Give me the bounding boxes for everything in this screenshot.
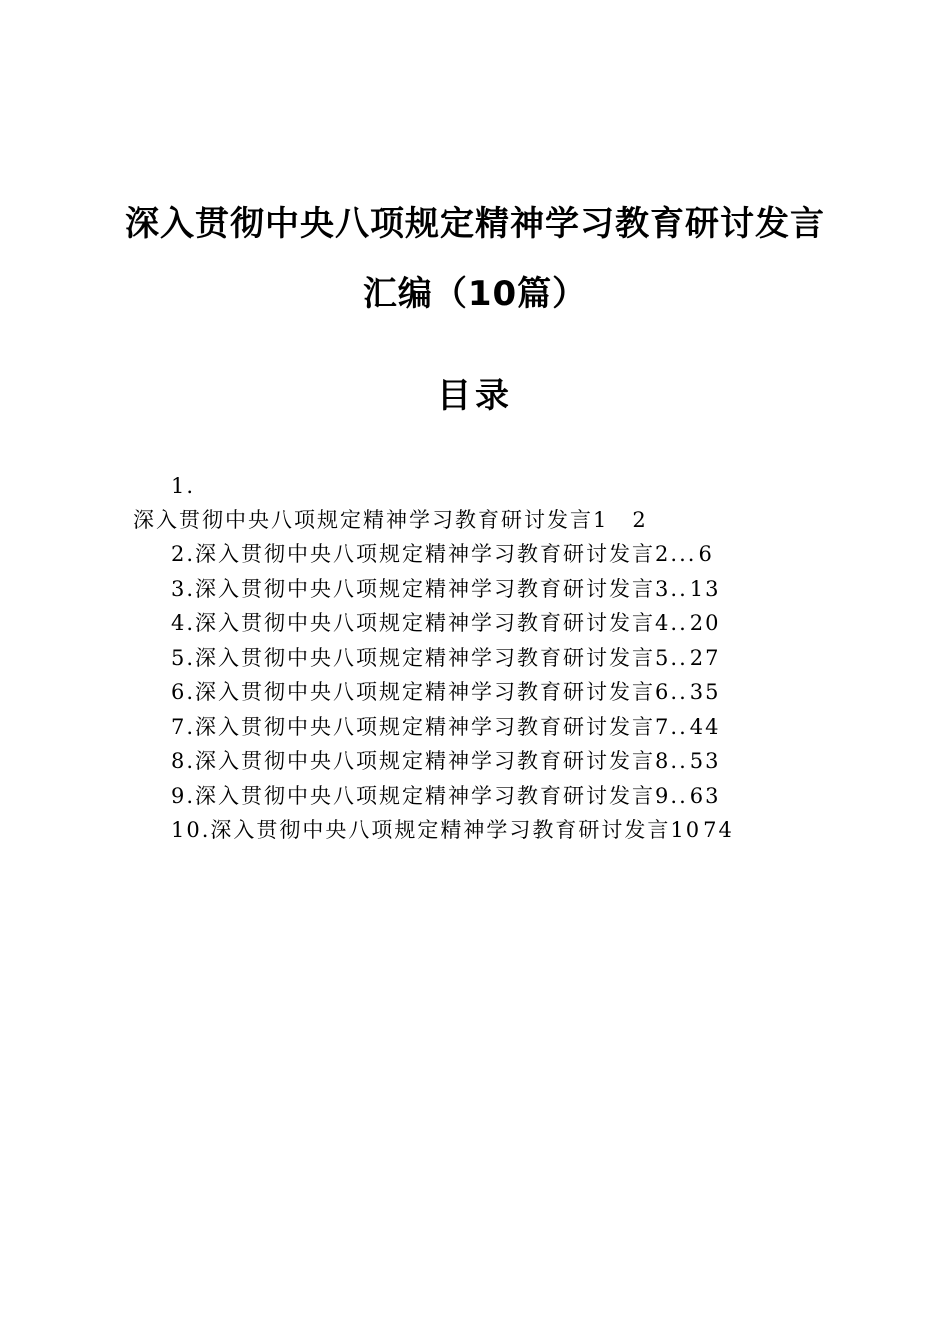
toc-entry-page: 63 <box>689 784 721 808</box>
toc-entry-4[interactable] <box>171 608 721 638</box>
toc-entry-leader: .. <box>670 680 688 704</box>
toc-entry-number: 9. <box>171 784 196 808</box>
toc-entry-page: 44 <box>689 715 721 739</box>
toc-entry-title: 深入贯彻中央八项规定精神学习教育研讨发言8 <box>195 749 671 773</box>
toc-entry-9[interactable] <box>171 781 721 811</box>
toc-entry-7[interactable] <box>171 712 721 742</box>
toc-entry-8[interactable] <box>171 746 721 776</box>
toc-entry-1-number: 1. <box>171 474 196 498</box>
toc-entry-6[interactable] <box>171 677 721 707</box>
toc-entry-leader: .. <box>670 611 688 635</box>
toc-heading: 目录 <box>437 376 513 416</box>
toc-entry-page: 20 <box>689 611 721 635</box>
toc-entry-page: 53 <box>689 749 721 773</box>
toc-entry-number: 5. <box>171 646 196 670</box>
toc-entry-10[interactable] <box>171 815 734 845</box>
toc-entry-page: 35 <box>689 680 721 704</box>
toc-entry-title: 深入贯彻中央八项规定精神学习教育研讨发言7 <box>195 715 671 739</box>
toc-entry-page: 2 <box>632 508 648 532</box>
toc-entry-title: 深入贯彻中央八项规定精神学习教育研讨发言10 <box>210 818 702 842</box>
toc-entry-number: 7. <box>171 715 196 739</box>
toc-entry-number: 3. <box>171 577 196 601</box>
toc-entry-page: 27 <box>689 646 721 670</box>
toc-entry-2[interactable] <box>171 539 714 569</box>
toc-entry-title: 深入贯彻中央八项规定精神学习教育研讨发言2 <box>195 542 671 566</box>
toc-entry-title: 深入贯彻中央八项规定精神学习教育研讨发言3 <box>195 577 671 601</box>
toc-entry-3[interactable] <box>171 574 721 604</box>
toc-entry-page: 74 <box>703 818 734 842</box>
document-title-line-1: 深入贯彻中央八项规定精神学习教育研讨发言 <box>125 204 825 244</box>
toc-entry-title: 深入贯彻中央八项规定精神学习教育研讨发言6 <box>195 680 671 704</box>
toc-entry-leader: .. <box>670 749 688 773</box>
toc-entry-leader: .. <box>670 646 688 670</box>
toc-entry-page: 13 <box>689 577 721 601</box>
document-title-line-2: 汇编（10篇） <box>362 274 588 314</box>
toc-entry-number: 4. <box>171 611 196 635</box>
toc-entry-1[interactable] <box>133 505 648 535</box>
toc-entry-number: 6. <box>171 680 196 704</box>
toc-entry-number: 2. <box>171 542 196 566</box>
toc-entry-number: 10. <box>171 818 211 842</box>
toc-entry-leader: .. <box>670 577 688 601</box>
toc-entry-title: 深入贯彻中央八项规定精神学习教育研讨发言5 <box>195 646 671 670</box>
toc-entry-number: 8. <box>171 749 196 773</box>
toc-entry-title: 深入贯彻中央八项规定精神学习教育研讨发言4 <box>195 611 671 635</box>
toc-entry-page: 6 <box>698 542 714 566</box>
toc-entry-leader: ... <box>670 542 697 566</box>
toc-entry-leader: .. <box>670 784 688 808</box>
toc-entry-leader: .. <box>670 715 688 739</box>
toc-entry-title: 深入贯彻中央八项规定精神学习教育研讨发言1 <box>133 508 609 532</box>
toc-entry-title: 深入贯彻中央八项规定精神学习教育研讨发言9 <box>195 784 671 808</box>
toc-entry-5[interactable] <box>171 643 721 673</box>
